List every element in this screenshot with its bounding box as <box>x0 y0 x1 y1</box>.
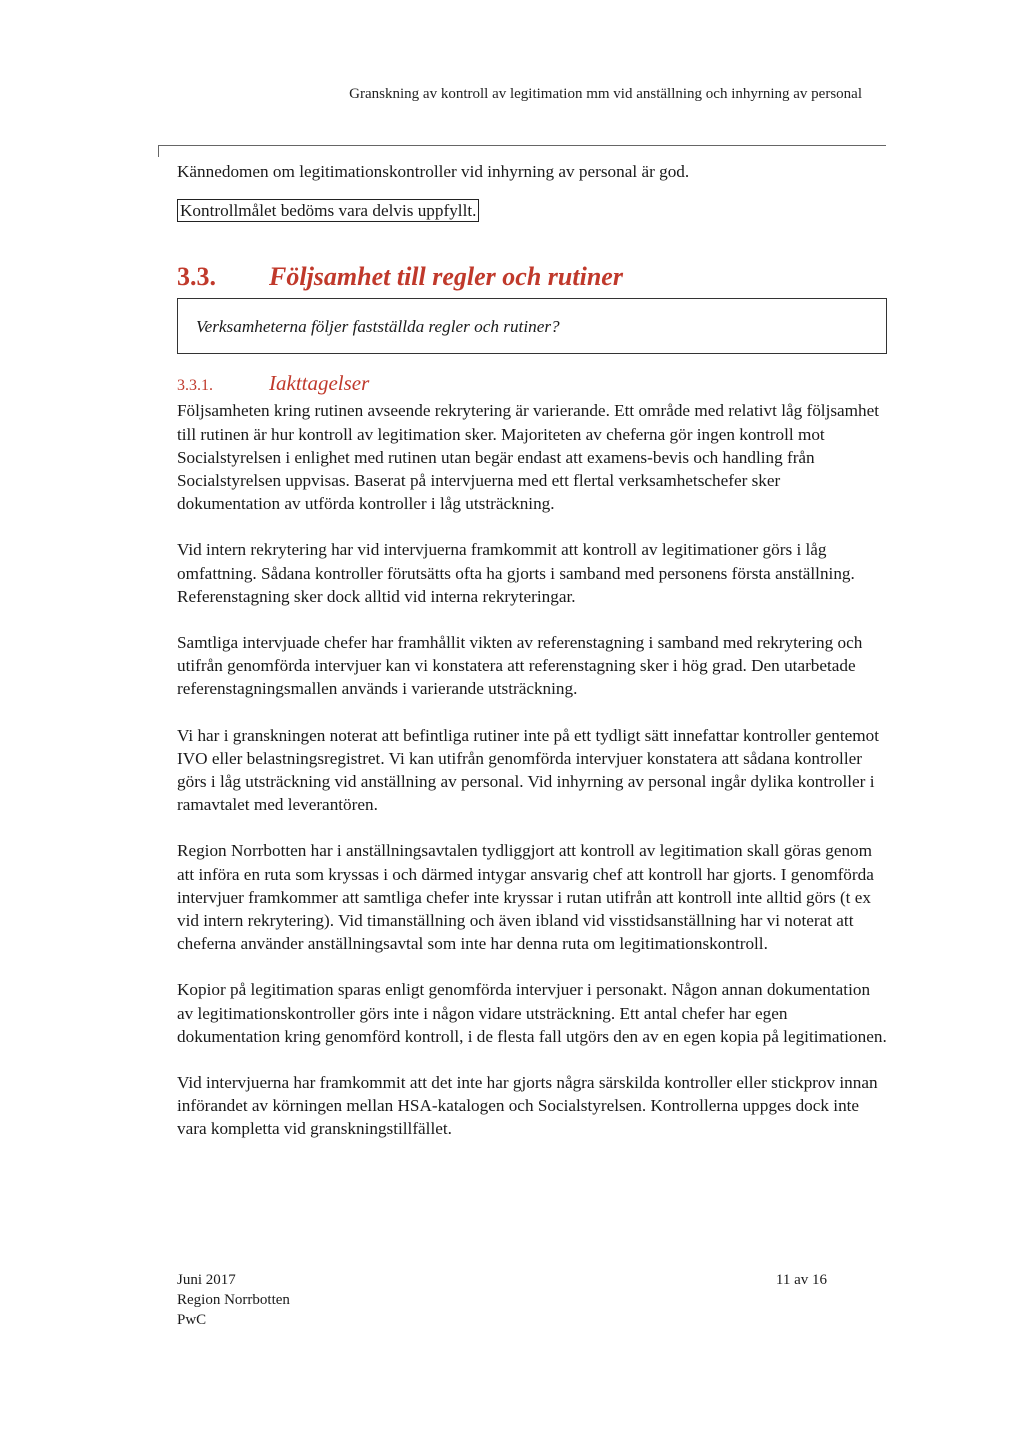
footer-date: Juni 2017 <box>177 1272 236 1288</box>
paragraph: Kopior på legitimation sparas enligt genomförda intervjuer i personakt. Någon annan dokumentation av legitimationskontroller görs inte i någon vidare utsträckning. Ett antal chefer har egen dokumentation kring genomförd kontroll, i de flesta fall utgörs den av en egen kopia på legitimationen. <box>177 980 887 1046</box>
page-number: 11 av 16 <box>775 1272 827 1288</box>
header-rule <box>158 145 886 146</box>
paragraph: Samtliga intervjuade chefer har framhållit vikten av referenstagning i samband med rekrytering och utifrån genomförda intervjuer kan vi konstatera att referenstagning sker i hög grad. Den utarbetade referenstagningsmallen används i varierande utsträckning. <box>177 633 863 699</box>
assessment-box: Kontrollmålet bedöms vara delvis uppfyllt. <box>177 199 479 222</box>
assessment-line <box>177 199 887 222</box>
paragraph: Vid intervjuerna har framkommit att det inte har gjorts några särskilda kontroller eller stickprov innan införandet av körningen mellan HSA-katalogen och Socialstyrelsen. Kontrollerna uppges dock inte vara kompletta vid granskningstillfället. <box>177 1073 878 1139</box>
subsection-title: Iakttagelser <box>269 371 370 396</box>
header-rule-tick <box>158 145 159 157</box>
running-header: Granskning av kontroll av legitimation mm vid anställning och inhyrning av personal <box>349 86 862 102</box>
subsection-number: 3.3.1. <box>177 377 213 395</box>
section-heading <box>177 262 887 292</box>
paragraph: Region Norrbotten har i anställningsavtalen tydliggjort att kontroll av legitimation skall göras genom att införa en ruta som kryssas i och därmed intygar ansvarig chef att kontroll har gjorts. I genomförda intervjuer framkommer att samtliga chefer inte kryssar i rutan utifrån att kontroll inte alltid görs (t ex vid intern rekrytering). Vid timanställning och även ibland vid visstidsanställning har vi noterat att cheferna använder anställningsavtal som inte har denna ruta om legitimationskontroll. <box>177 841 874 954</box>
section-title: Följsamhet till regler och rutiner <box>269 262 623 292</box>
main-content <box>177 160 887 1164</box>
footer-firm: PwC <box>177 1312 207 1328</box>
page-footer <box>177 1270 827 1330</box>
question-box <box>177 298 887 354</box>
paragraph: Följsamheten kring rutinen avseende rekrytering är varierande. Ett område med relativt låg följsamhet till rutinen är hur kontroll av legitimation sker. Majoriteten av cheferna gör ingen kontroll mot Socialstyrelsen i enlighet med rutinen utan begär endast att examens-bevis och handling från Socialstyrelsen uppvisas. Baserat på intervjuerna med ett flertal verksamhetschefer sker dokumentation av utförda kontroller i låg utsträckning. <box>177 401 880 514</box>
intro-text: Kännedomen om legitimationskontroller vid inhyrning av personal är god. <box>177 162 690 181</box>
footer-organization: Region Norrbotten <box>177 1292 290 1308</box>
subsection-heading <box>177 370 887 399</box>
question-text: Verksamheterna följer fastställda regler och rutiner? <box>196 316 560 336</box>
section-number: 3.3. <box>177 262 216 292</box>
paragraph: Vi har i granskningen noterat att befintliga rutiner inte på ett tydligt sätt innefattar kontroller gentemot IVO eller belastningsregistret. Vi kan utifrån genomförda intervjuer konstatera att sådana kontroller görs i låg utsträckning vid anställning av personal. Vid inhyrning av personal ingår dylika kontroller i ramavtalet med leverantören. <box>177 725 880 815</box>
paragraph: Vid intern rekrytering har vid intervjuerna framkommit att kontroll av legitimationer görs i låg omfattning. Sådana kontroller förutsätts ofta ha gjorts i samband med personens första anställning. Referenstagning sker dock alltid vid interna rekryteringar. <box>177 540 855 606</box>
